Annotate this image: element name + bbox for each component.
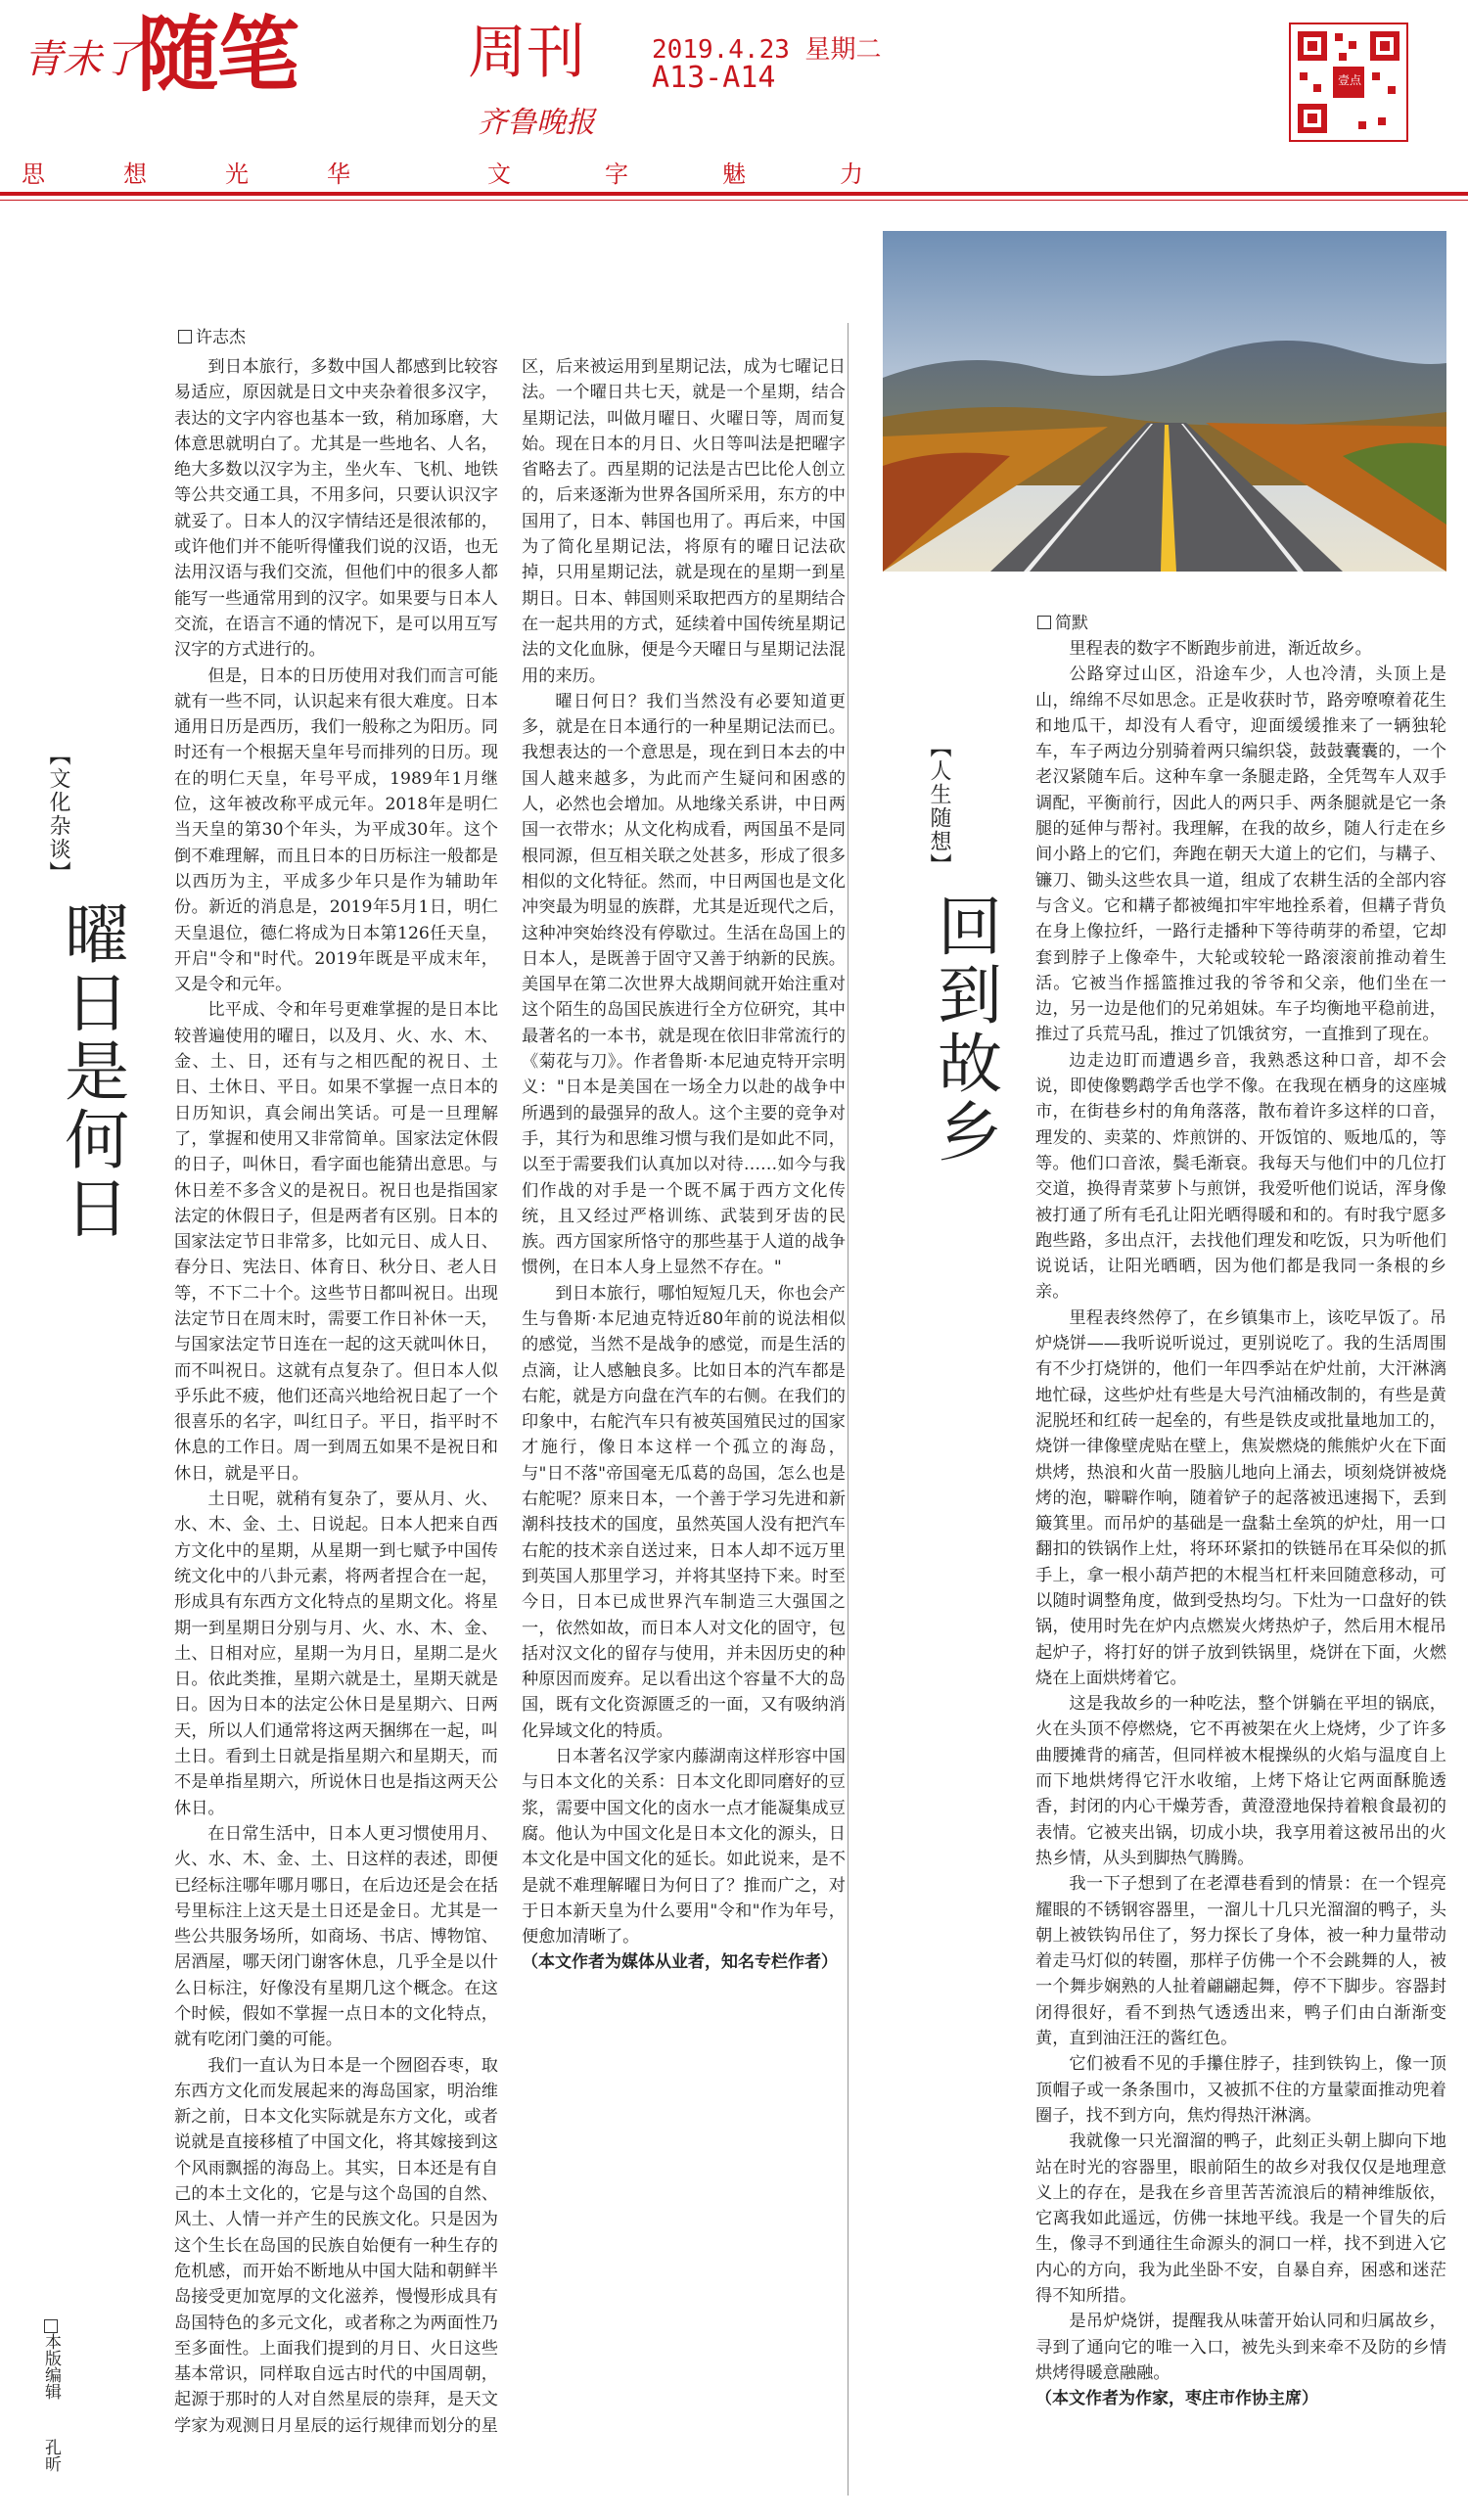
article1-section: 【文化杂谈】 [46,744,70,885]
column-divider [848,323,849,2496]
weekday: 星期二 [804,35,882,65]
editor-label: 本版编辑 [41,2333,61,2400]
article2-paragraph: 它们被看不见的手攥住脖子，挂到铁钩上，像一顶顶帽子或一条条围巾，又被抓不住的方量蒙面推动兜着圈子，找不到方向，焦灼得热汗淋漓。 [1035,2054,1446,2126]
article2-note: （本文作者为作家，枣庄市作协主席） [1035,2389,1318,2409]
article1-paragraph: 日本著名汉学家内藤湖南这样形容中国与日本文化的关系：日本文化即同磨好的豆浆，需要中国文化的卤水一点才能凝集成豆腐。他认为中国文化是日本文化的源头，日本文化是中国文化的延长。如此说来，是不是就不难理解曜日为何日了？推而广之，对于日本新天皇为什么要用"令和"作为年号，便愈加清晰了。 [522,1747,846,1947]
article1-paragraph: 但是，日本的日历使用对我们而言可能就有一些不同，认识起来有很大难度。日本通用日历是西历，我们一般称之为阳历。同时还有一个根据天皇年号而排列的日历。现在的明仁天皇，年号平成，1989年1月继位，这年被改称平成元年。2018年是明仁当天皇的第30个年头，为平成30年。这个倒不难理解，而且日本的日历标注一般都是以西历为主，平成多少年只是作为辅助年份。新近的消息是，2019年5月1日，明仁天皇退位，德仁将成为日本第126任天皇，开启"令和"时代。2019年既是平成末年，又是令和元年。 [174,665,498,995]
article2-body [1035,636,1446,2507]
masthead-pages: A13-A14 [652,61,776,95]
editor-name: 孔昕 [41,2439,61,2472]
logo-text: 青未了 [23,37,141,82]
landscape-photo [883,231,1446,572]
article2-paragraph: 里程表终然停了，在乡镇集市上，该吃早饭了。吊炉烧饼——我听说听说过，更别说吃了。我的生活周围有不少打烧饼的，他们一年四季站在炉灶前，大汗淋漓地忙碌，这些炉灶有些是大号汽油桶改制的，有些是黄泥脱坯和红砖一起垒的，有些是铁皮或批量地加工的，烧饼一律像壁虎贴在壁上，焦炭燃烧的熊熊炉火在下面烘烤，热浪和火苗一股脑儿地向上涌去，顷刻烧饼被烧烤的泡，噼噼作响，随着铲子的起落被迅速揭下，丢到簸箕里。而吊炉的基础是一盘黏土垒筑的炉灶，用一口翻扣的铁锅作上灶，将环环紧扣的铁链吊在耳朵似的抓手上，拿一根小葫芦把的木棍当杠杆来回随意移动，可以随时调整角度，做到受热均匀。下灶为一口盘好的铁锅，使用时先在炉内点燃炭火烤热炉子，然后用木棍吊起炉子，将打好的饼子放到铁锅里，烧饼在下面，火燃烧在上面烘烤着它。 [1035,1307,1446,1688]
logo-mark [22,29,141,88]
article1-paragraph: 曜日何日？我们当然没有必要知道更多，就是在日本通行的一种星期记法而已。我想表达的一个意思是，现在到日本去的中国人越来越多，为此而产生疑问和困惑的人，必然也会增加。从地缘关系讲，中日两国一衣带水；从文化构成看，两国虽不是同根同源，但互相关联之处甚多，形成了很多相似的文化特征。然而，中日两国也是文化冲突最为明显的族群，尤其是近现代之后，这种冲突始终没有停歇过。生活在岛国上的日本人，是既善于固守又善于纳新的民族。美国早在第二次世界大战期间就开始注重对这个陌生的岛国民族进行全方位研究，其中最著名的一本书，就是现在依旧非常流行的《菊花与刀》。作者鲁斯·本尼迪克特开宗明义："日本是美国在一场全力以赴的战争中所遇到的最强异的敌人。这个主要的竞争对手，其行为和思维习惯与我们是如此不同，以至于需要我们认真加以对待……如今与我们作战的对手是一个既不属于西方文化传统，且又经过严格训练、武装到牙齿的民族。西方国家所恪守的那些基于人道的战争惯例，在日本人身上显然不存在。" [522,691,846,1278]
logo [22,29,141,88]
article2-paragraph: 是吊炉烧饼，提醒我从味蕾开始认同和归属故乡，寻到了通向它的唯一入口，被先头到来牵不及防的乡情烘烤得暖意融融。 [1035,2312,1446,2383]
editor-credit [39,2319,64,2472]
article1-paragraph: 到日本旅行，多数中国人都感到比较容易适应，原因就是日文中夹杂着很多汉字，表达的文字内容也基本一致，稍加琢磨，大体意思就明白了。尤其是一些地名、人名，绝大多数以汉字为主，坐火车、飞机、地铁等公共交通工具，不用多问，只要认识汉字就妥了。日本人的汉字情结还是很浓郁的，或许他们并不能听得懂我们说的汉语，也无法用汉语与我们交流，但他们中的很多人都能写一些通常用到的汉字。如果要与日本人交流，在语言不通的情况下，是可以用互写汉字的方式进行的。 [174,357,498,661]
qr-label: 壹点 [1337,73,1361,87]
masthead-rule [0,192,1468,196]
article1-paragraph: 我们一直认为日本是一个囫囵吞枣，取东西方文化而发展起来的海岛国家，明治维新之前，日本文化实际就是东方文化，或者说就是直接移植了中国文化，将其嫁接到这个风雨飘摇的海岛上。其实，日本还是有自己的本土文化的，它是与这个岛国的自然、风土、人情一并产生的民族文化。只是因为这个生长在岛国的民族自始便有一种生存的危机感，而开始不断地从中国大陆和朝鲜半岛接受更加宽厚的文化滋养，慢慢形成具有岛国特色的多元文化，或者称之为两面性乃至多面性。上面我们提到的月日、火日这些基本常识，同样取自远古时代的中国周朝，起源于那时的人对自然星辰的崇拜，是天文学家为观测日月星辰的运行规律而划分的星区，后来被运用到星期记法，成为七曜记日法。一个曜日共七天，就是一个星期，结合星期记法，叫做月曜日、火曜日等，周而复始。现在日本的月日、火日等叫法是把曜字省略去了。西星期的记法是古巴比伦人创立的，后来逐渐为世界各国所采用，东方的中国用了，日本、韩国也用了。再后来，中国为了简化星期记法，将原有的曜日记法砍掉，只用星期记法，就是现在的星期一到星期日。日本、韩国则采取把西方的星期结合在一起共用的方式，延续着中国传统星期记法的文化血脉，便是今天曜日与星期记法混用的来历。 [174,357,846,2436]
author-box-icon [178,330,192,344]
article2-paragraph: 我一下子想到了在老潭巷看到的情景：在一个锃亮耀眼的不锈钢容器里，一溜儿十几只光溜溜的鸭子，头朝上被铁钩吊住了，努力探长了身体，被一种力量带动着走马灯似的转圈，那样子仿佛一个不会跳舞的人，被一个舞步娴熟的人扯着翩翩起舞，停不下脚步。容器封闭得很好，看不到热气透透出来，鸭子们由白渐渐变黄，直到油汪汪的酱红色。 [1035,1874,1446,2049]
article1-paragraph: 土日呢，就稍有复杂了，要从月、火、水、木、金、土、日说起。日本人把来自西方文化中的星期，从星期一到七赋予中国传统文化中的八卦元素，将两者捏合在一起，形成具有东西方文化特点的星期文化。将星期一到星期日分别与月、火、水、木、金、土、日相对应，星期一为月日，星期二是火日。依此类推，星期六就是土，星期天就是日。因为日本的法定公休日是星期六、日两天，所以人们通常将这两天捆绑在一起，叫土日。看到土日就是指星期六和星期天，而不是单指星期六，所说休日也是指这两天公休日。 [174,1489,498,1818]
slogan-right: 文 字 魅 力 [487,160,867,188]
editor-box-icon [44,2319,58,2333]
article1-paragraph: 在日常生活中，日本人更习惯使用月、火、水、木、金、土、日这样的表述，即便已经标注哪年哪月哪日，在后边还是会在括号里标注上这天是土日还是金日。尤其是一些公共服务场所，如商场、书店、博物馆、居酒屋，哪天闭门谢客休息，几乎全是以什么日标注，好像没有星期几这个概念。在这个时候，假如不掌握一点日本的文化特点，就有吃闭门羹的可能。 [174,1823,498,2050]
article1-author: 许志杰 [178,323,246,347]
article2-paragraph: 我就像一只光溜溜的鸭子，此刻正头朝上脚向下地站在时光的容器里，眼前陌生的故乡对我仅仅是地理意义上的存在，是我在乡音里苦苦流浪后的精神维版依，它离我如此遥远，仿佛一抹地平线。我是一个冒失的后生，像寻不到通往生命源头的洞口一样，找不到进入它内心的方向，我为此坐卧不安，自暴自弃，困惑和迷茫得不知所措。 [1035,2131,1446,2306]
article2-section: 【人生随想】 [927,736,951,877]
slogan-left: 思 想 光 华 [22,160,354,188]
article2-author: 简默 [1037,609,1088,633]
article1-title: 曜日是何日 [53,900,129,1243]
masthead-weekly: 周刊 [468,19,585,87]
author-box-icon [1037,616,1051,629]
masthead-paper: 齐鲁晚报 [478,106,595,140]
article2-paragraph: 边走边盯而遭遇乡音，我熟悉这种口音，却不会说，即使像鹦鹉学舌也学不像。在我现在栖身的这座城市，在街巷乡村的角角落落，散布着许多这样的口音，理发的、卖菜的、炸煎饼的、开饭馆的、贩地瓜的，等等。他们口音浓，鬓毛渐衰。我每天与他们中的几位打交道，换得青菜萝卜与煎饼，我爱听他们说话，浑身像被打通了所有毛孔让阳光晒得暖和和的。有时我宁愿多跑些路，多出点汗，去找他们理发和吃饭，只为听他们说说话，让阳光晒晒，因为他们都是我同一条根的乡亲。 [1035,1050,1446,1303]
article2-paragraph: 里程表的数字不断跑步前进，渐近故乡。 [1069,639,1372,659]
article1-body [174,354,846,2458]
article1-columns [174,354,846,2458]
article1-note: （本文作者为媒体从业者，知名专栏作者） [522,1952,838,1973]
article2-paragraph: 这是我故乡的一种吃法，整个饼躺在平坦的锅底，火在头顶不停燃烧，它不再被架在火上烧烤，少了许多曲腰摊背的痛苦，但同样被木棍操纵的火焰与温度自上而下地烘烤得它汗水收缩，上烤下烙让它两面酥脆透香，封闭的内心干燥芳香，黄澄澄地保持着粮食最初的表情。它被夹出锅，切成小块，我享用着这被吊出的火热乡情，从头到脚热气腾腾。 [1035,1694,1446,1868]
masthead-rule-thin [0,200,1468,201]
article1-paragraph: 到日本旅行，哪怕短短几天，你也会产生与鲁斯·本尼迪克特近80年前的说法相似的感觉，当然不是战争的感觉，而是生活的点滴，让人感触良多。比如日本的汽车都是右舵，就是方向盘在汽车的右侧。在我们的印象中，右舵汽车只有被英国殖民过的国家才施行，像日本这样一个孤立的海岛，与"日不落"帝国毫无瓜葛的岛国，怎么也是右舵呢？原来日本，一个善于学习先进和新潮科技技术的国度，虽然英国人没有把汽车右舵的技术亲自送过来，日本人却不远万里到英国人那里学习，并将其坚持下来。时至今日，日本已成世界汽车制造三大强国之一，依然如故，而日本人对文化的固守，包括对汉文化的留存与使用，并未因历史的种种原因而废弃。足以看出这个容量不大的岛国，既有文化资源匮乏的一面，又有吸纳消化异域文化的特质。 [522,1283,846,1741]
article2-paragraph: 公路穿过山区，沿途车少，人也冷清，头顶上是山，绵绵不尽如思念。正是收获时节，路旁嘹嘹着花生和地瓜干，却没有人看守，迎面缓缓推来了一辆独轮车，车子两边分别骑着两只编织袋，鼓鼓囊囊的，一个老汉紧随车后。这种车拿一条腿走路，全凭驾车人双手调配，平衡前行，因此人的两只手、两条腿就是它一条腿的延伸与帮衬。我理解，在我的故乡，随人行走在乡间小路上的它们，奔跑在朝天大道上的它们，与耩子、镰刀、锄头这些农具一道，组成了农耕生活的全部内容与含义。它和耩子都被绳扣牢牢地拴系着，但耩子背负在身上像拉纤，一路行走播种下等待萌芽的希望，它却套到脖子上像牵牛，大轮或较轮一路滚滚前推动着生活。它被当作摇篮推过我的爷爷和父亲，他们坐在一边，另一边是他们的兄弟姐妹。车子均衡地平稳前进，推过了兵荒马乱，推过了饥饿贫穷，一直推到了现在。 [1035,664,1446,1045]
road-landscape-image [883,231,1446,572]
article2-title: 回到故乡 [926,893,1002,1167]
qr-code[interactable] [1290,23,1407,170]
masthead-title: 随笔 [137,7,298,103]
article1-paragraph: 比平成、令和年号更难掌握的是日本比较普遍使用的曜日，以及月、火、水、木、金、土、日，还有与之相匹配的祝日、土日、土休日、平日。如果不掌握一点日本的日历知识，真会闹出笑话。可是一旦理解了，掌握和使用又非常简单。国家法定休假的日子，叫休日，看字面也能猜出意思。与休日差不多含义的是祝日。祝日也是指国家法定的休假日子，但是两者有区别。日本的国家法定节日非常多，比如元日、成人日、春分日、宪法日、体育日、秋分日、老人日等，不下二十个。这些节日都叫祝日。出现法定节日在周末时，需要工作日补休一天，与国家法定节日连在一起的这天就叫休日，而不叫祝日。这就有点复杂了。但日本人似乎乐此不疲，他们还高兴地给祝日起了一个很喜乐的名字，叫红日子。平日，指平时不休息的工作日。周一到周五如果不是祝日和休日，就是平日。 [174,1000,498,1484]
date-value: 2019.4.23 [652,35,790,65]
